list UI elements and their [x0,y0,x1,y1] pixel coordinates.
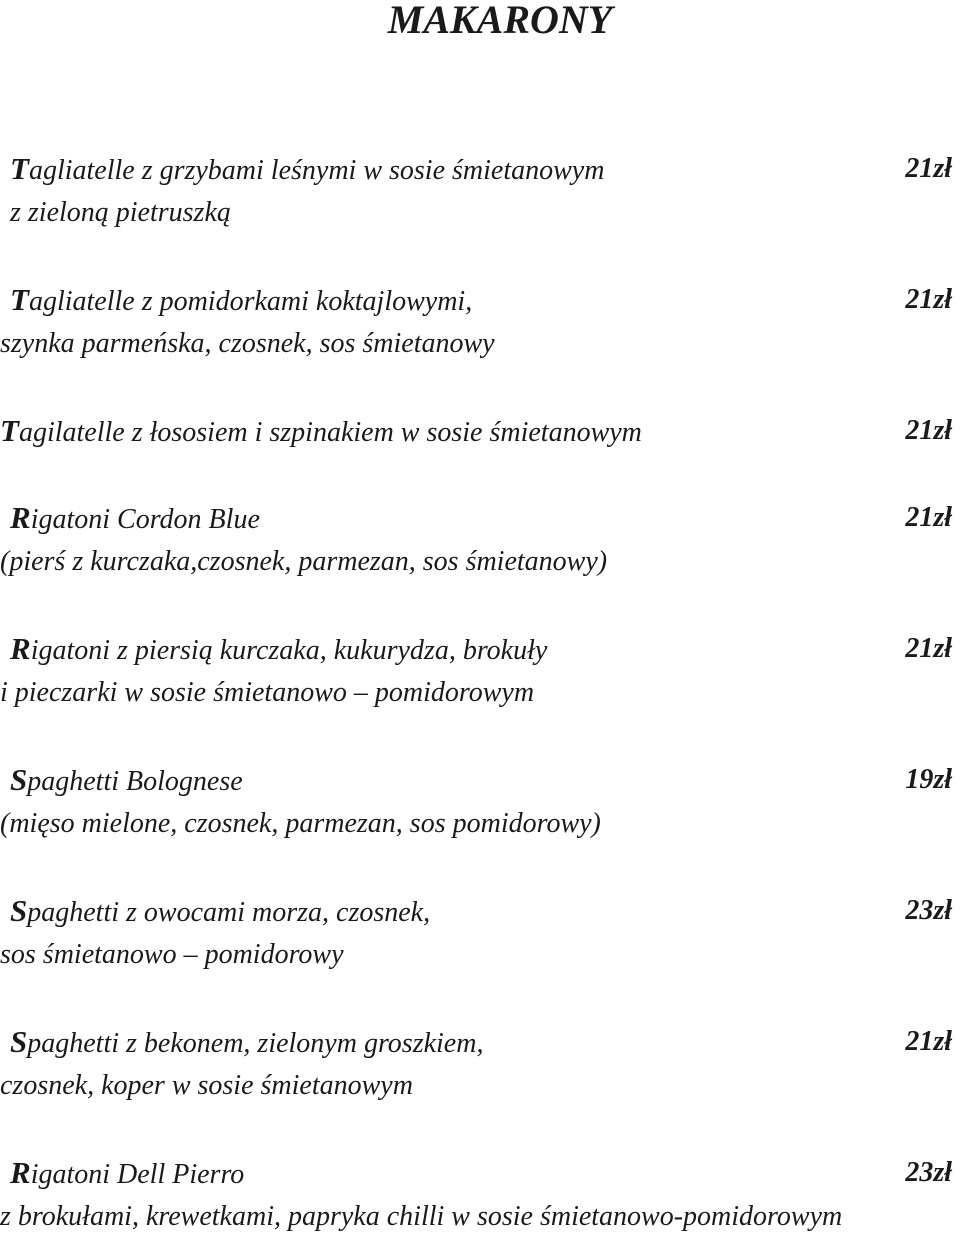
dish-price: 23zł [905,1157,952,1188]
dish-initial: R [10,631,31,666]
dish-name-text: agilatelle z łososiem i szpinakiem w sosie śmietanowym [18,417,642,448]
dish-name [10,632,547,668]
dish-price: 21zł [905,284,952,315]
dish-description: (mięso mielone, czosnek, parmezan, sos pomidorowy) [0,808,601,839]
dish-name-text: agliatelle z grzybami leśnymi w sosie śmietanowym [28,155,605,186]
dish-name-text: igatoni z piersią kurczaka, kukurydza, brokuły [30,635,548,666]
dish-initial: S [10,1024,28,1059]
dish-price: 19zł [905,764,952,795]
dish-name [10,763,243,799]
dish-name [10,1025,483,1061]
dish-initial: T [10,151,29,186]
dish-price: 21zł [905,415,952,446]
dish-description: czosnek, koper w sosie śmietanowym [0,1070,413,1101]
dish-name-text: igatoni Dell Pierro [30,1159,245,1190]
dish-initial: S [10,893,28,928]
dish-price: 21zł [905,1026,952,1057]
dish-name [10,283,472,319]
dish-description: sos śmietanowo – pomidorowy [0,939,344,970]
dish-description: (pierś z kurczaka,czosnek, parmezan, sos śmietanowy) [0,546,608,577]
dish-price: 21zł [905,153,952,184]
dish-price: 21zł [905,502,952,533]
dish-description: z brokułami, krewetkami, papryka chilli w sosie śmietanowo-pomidorowym [0,1201,843,1232]
dish-price: 23zł [905,895,952,926]
dish-name-text: agliatelle z pomidorkami koktajlowymi, [28,286,473,317]
dish-name [10,894,430,930]
dish-description: szynka parmeńska, czosnek, sos śmietanowy [0,328,495,359]
dish-name [10,501,260,537]
dish-name-text: paghetti Bolognese [27,766,243,797]
dish-initial: T [0,413,19,448]
dish-name-text: paghetti z owocami morza, czosnek, [27,897,431,928]
dish-name [10,1156,244,1192]
dish-description: i pieczarki w sosie śmietanowo – pomidorowym [0,677,535,708]
dish-name-text: igatoni Cordon Blue [30,504,260,535]
dish-initial: T [10,282,29,317]
menu-title: MAKARONY [387,0,613,42]
dish-name [10,152,604,188]
dish-name-text: paghetti z bekonem, zielonym groszkiem, [27,1028,484,1059]
dish-price: 21zł [905,633,952,664]
dish-initial: R [10,1155,31,1190]
dish-description: z zieloną pietruszką [10,197,231,228]
dish-initial: R [10,500,31,535]
dish-initial: S [10,762,28,797]
dish-name [0,414,642,450]
